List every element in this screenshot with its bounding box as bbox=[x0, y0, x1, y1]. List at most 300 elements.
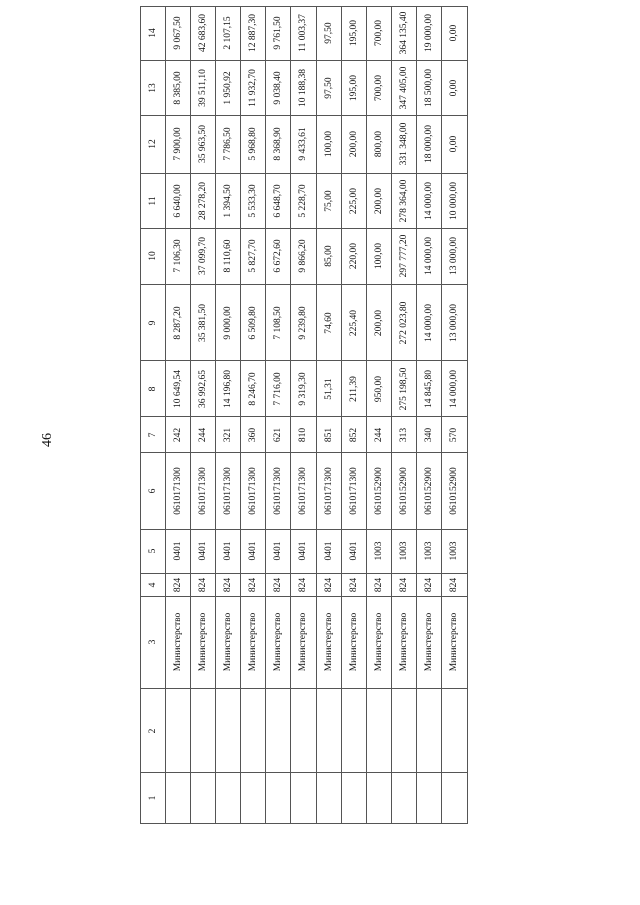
cell-text: 340 bbox=[423, 427, 434, 442]
table-cell bbox=[291, 689, 315, 773]
table-cell bbox=[166, 7, 190, 61]
cell-text: Министерство bbox=[298, 613, 309, 672]
cell-text: 10 bbox=[148, 251, 159, 262]
table-cell bbox=[241, 773, 265, 823]
cell-text: 0,00 bbox=[449, 79, 460, 97]
cell-text: 14 000,00 bbox=[423, 237, 434, 276]
cell-text: 6 672,60 bbox=[273, 239, 284, 274]
table-cell bbox=[166, 361, 190, 417]
table-cell bbox=[317, 174, 341, 230]
table-cell bbox=[317, 530, 341, 574]
table-cell bbox=[266, 574, 290, 597]
cell-text: Министерство bbox=[223, 613, 234, 672]
table-row bbox=[191, 7, 216, 823]
table-cell bbox=[317, 689, 341, 773]
cell-text: 195,00 bbox=[348, 20, 359, 47]
cell-text: 0,00 bbox=[449, 136, 460, 153]
cell-text: 297 777,20 bbox=[398, 235, 409, 278]
cell-text: 28 278,20 bbox=[198, 181, 209, 220]
table-cell bbox=[392, 229, 416, 285]
cell-text: 85,00 bbox=[323, 245, 334, 268]
table-cell bbox=[342, 574, 366, 597]
cell-text: 950,00 bbox=[373, 375, 384, 402]
cell-text: 9 239,80 bbox=[298, 305, 309, 340]
cell-text: 0401 bbox=[223, 541, 234, 561]
table-row bbox=[291, 7, 316, 823]
cell-text: 35 963,50 bbox=[198, 125, 209, 164]
table-cell bbox=[442, 597, 467, 689]
cell-text: 4 bbox=[148, 582, 159, 588]
table-cell bbox=[141, 597, 165, 689]
cell-text: 9 bbox=[148, 320, 159, 325]
table-cell bbox=[191, 7, 215, 61]
cell-text: 331 348,00 bbox=[398, 123, 409, 166]
cell-text: 14 000,00 bbox=[423, 181, 434, 220]
page-number: 46 bbox=[40, 433, 55, 447]
table-cell bbox=[417, 530, 441, 574]
table-header-row bbox=[141, 7, 166, 823]
table-cell bbox=[342, 116, 366, 173]
table-cell bbox=[216, 285, 240, 362]
table-cell bbox=[241, 61, 265, 117]
cell-text: 621 bbox=[273, 427, 284, 442]
table-cell bbox=[216, 7, 240, 61]
table-cell bbox=[141, 453, 165, 530]
cell-text: 824 bbox=[398, 577, 409, 593]
cell-text: 9 433,61 bbox=[298, 127, 309, 162]
table-cell bbox=[166, 689, 190, 773]
cell-text: 9 761,50 bbox=[273, 16, 284, 50]
table-cell bbox=[417, 229, 441, 285]
table-row bbox=[342, 7, 367, 823]
table-cell bbox=[392, 417, 416, 453]
table-cell bbox=[191, 116, 215, 173]
cell-text: 1 394,50 bbox=[223, 184, 234, 218]
table-cell bbox=[342, 229, 366, 285]
table-cell bbox=[166, 116, 190, 173]
table-cell bbox=[442, 174, 467, 230]
table-cell bbox=[141, 773, 165, 823]
cell-text: 5 533,30 bbox=[248, 184, 259, 218]
table-cell bbox=[141, 174, 165, 230]
cell-text: 0610171300 bbox=[323, 467, 334, 515]
cell-text: 13 bbox=[148, 83, 159, 93]
cell-text: 10 649,54 bbox=[173, 369, 184, 408]
cell-text: 200,00 bbox=[348, 131, 359, 158]
cell-text: 824 bbox=[423, 577, 434, 593]
table-cell bbox=[141, 574, 165, 597]
table-cell bbox=[417, 361, 441, 417]
cell-text: Министерство bbox=[398, 613, 409, 672]
table-cell bbox=[166, 285, 190, 362]
table-cell bbox=[417, 174, 441, 230]
cell-text: 800,00 bbox=[373, 131, 384, 158]
table-cell bbox=[317, 574, 341, 597]
table-cell bbox=[317, 116, 341, 173]
table-cell bbox=[417, 689, 441, 773]
table-cell bbox=[392, 174, 416, 230]
table-cell bbox=[191, 773, 215, 823]
cell-text: 10 000,00 bbox=[449, 181, 460, 220]
cell-text: 0610152900 bbox=[373, 467, 384, 515]
table-cell bbox=[367, 7, 391, 61]
table-cell bbox=[317, 417, 341, 453]
table-cell bbox=[141, 530, 165, 574]
cell-text: 700,00 bbox=[373, 74, 384, 101]
cell-text: 0610171300 bbox=[173, 467, 184, 515]
cell-text: 8 287,20 bbox=[173, 305, 184, 340]
table-cell bbox=[392, 7, 416, 61]
cell-text: 35 381,50 bbox=[198, 303, 209, 342]
table-cell bbox=[367, 597, 391, 689]
table-cell bbox=[417, 7, 441, 61]
cell-text: 1003 bbox=[373, 541, 384, 561]
cell-text: 570 bbox=[449, 427, 460, 442]
table-cell bbox=[266, 229, 290, 285]
cell-text: 8 385,00 bbox=[173, 71, 184, 105]
table-cell bbox=[216, 530, 240, 574]
table-cell bbox=[367, 453, 391, 530]
cell-text: Министерство bbox=[273, 613, 284, 672]
table-cell bbox=[166, 417, 190, 453]
cell-text: 5 228,70 bbox=[298, 184, 309, 218]
table-cell bbox=[442, 361, 467, 417]
table-cell bbox=[442, 453, 467, 530]
cell-text: 1003 bbox=[398, 541, 409, 561]
table-cell bbox=[317, 61, 341, 117]
table-cell bbox=[367, 689, 391, 773]
cell-text: 75,00 bbox=[323, 190, 334, 212]
table-cell bbox=[291, 574, 315, 597]
cell-text: 195,00 bbox=[348, 74, 359, 101]
cell-text: Министерство bbox=[173, 613, 184, 672]
table-cell bbox=[141, 61, 165, 117]
table-cell bbox=[216, 574, 240, 597]
table-cell bbox=[442, 417, 467, 453]
table-cell bbox=[392, 773, 416, 823]
table-cell bbox=[191, 61, 215, 117]
cell-text: 0610152900 bbox=[449, 467, 460, 515]
table-cell bbox=[417, 285, 441, 362]
cell-text: 275 198,50 bbox=[398, 367, 409, 410]
table-cell bbox=[442, 116, 467, 173]
cell-text: 9 319,30 bbox=[298, 372, 309, 406]
table-cell bbox=[216, 597, 240, 689]
table-cell bbox=[291, 116, 315, 173]
cell-text: Министерство bbox=[248, 613, 259, 672]
table-cell bbox=[317, 7, 341, 61]
table-cell bbox=[191, 361, 215, 417]
table-cell bbox=[442, 61, 467, 117]
cell-text: 13 000,00 bbox=[449, 237, 460, 276]
cell-text: 852 bbox=[348, 427, 359, 442]
table-cell bbox=[266, 773, 290, 823]
cell-text: 0401 bbox=[298, 541, 309, 561]
cell-text: 824 bbox=[449, 577, 460, 593]
cell-text: 10 188,38 bbox=[298, 68, 309, 107]
table-row bbox=[392, 7, 417, 823]
table-cell bbox=[342, 361, 366, 417]
table-cell bbox=[141, 7, 165, 61]
table-cell bbox=[417, 574, 441, 597]
cell-text: 6 bbox=[148, 488, 159, 494]
cell-text: 8 bbox=[148, 386, 159, 391]
cell-text: 244 bbox=[373, 427, 384, 442]
table-cell bbox=[367, 116, 391, 173]
cell-text: 100,00 bbox=[373, 243, 384, 270]
cell-text: 2 107,15 bbox=[223, 16, 234, 50]
table-cell bbox=[342, 597, 366, 689]
table-cell bbox=[392, 61, 416, 117]
cell-text: 8 368,90 bbox=[273, 127, 284, 162]
cell-text: 0610171300 bbox=[248, 467, 259, 515]
cell-text: 0610152900 bbox=[398, 467, 409, 515]
table-cell bbox=[417, 61, 441, 117]
table-cell bbox=[367, 229, 391, 285]
table-cell bbox=[291, 773, 315, 823]
cell-text: 9 067,50 bbox=[173, 16, 184, 50]
cell-text: 5 968,80 bbox=[248, 127, 259, 162]
table-cell bbox=[241, 174, 265, 230]
table-cell bbox=[417, 597, 441, 689]
table-cell bbox=[141, 229, 165, 285]
table-cell bbox=[191, 689, 215, 773]
cell-text: 5 827,70 bbox=[248, 239, 259, 274]
cell-text: 7 106,30 bbox=[173, 239, 184, 274]
cell-text: 0401 bbox=[248, 541, 259, 561]
table-row bbox=[166, 7, 191, 823]
table-cell bbox=[166, 597, 190, 689]
table-cell bbox=[266, 417, 290, 453]
cell-text: 0401 bbox=[323, 541, 334, 561]
table-cell bbox=[367, 174, 391, 230]
table-cell bbox=[241, 574, 265, 597]
cell-text: 5 bbox=[148, 549, 159, 554]
table-cell bbox=[417, 417, 441, 453]
table-cell bbox=[216, 229, 240, 285]
table-cell bbox=[266, 116, 290, 173]
table-cell bbox=[241, 285, 265, 362]
budget-table bbox=[140, 6, 468, 824]
cell-text: 0610171300 bbox=[223, 467, 234, 515]
table-row bbox=[442, 7, 467, 823]
table-cell bbox=[216, 116, 240, 173]
cell-text: 347 405,00 bbox=[398, 66, 409, 110]
table-cell bbox=[216, 61, 240, 117]
table-cell bbox=[291, 7, 315, 61]
table-cell bbox=[141, 689, 165, 773]
table-cell bbox=[191, 530, 215, 574]
cell-text: Министерство bbox=[348, 613, 359, 672]
table-cell bbox=[392, 453, 416, 530]
cell-text: 364 135,40 bbox=[398, 11, 409, 55]
cell-text: 200,00 bbox=[373, 187, 384, 214]
table-cell bbox=[216, 417, 240, 453]
cell-text: 313 bbox=[398, 427, 409, 442]
table-cell bbox=[367, 530, 391, 574]
table-cell bbox=[191, 453, 215, 530]
table-cell bbox=[266, 453, 290, 530]
cell-text: 824 bbox=[348, 577, 359, 593]
cell-text: 14 bbox=[148, 28, 159, 39]
table-cell bbox=[166, 574, 190, 597]
table-cell bbox=[291, 597, 315, 689]
table-cell bbox=[166, 773, 190, 823]
cell-text: 810 bbox=[298, 427, 309, 442]
table-cell bbox=[241, 7, 265, 61]
table-cell bbox=[317, 597, 341, 689]
cell-text: 11 bbox=[148, 196, 159, 206]
table-cell bbox=[442, 574, 467, 597]
cell-text: 278 364,00 bbox=[398, 179, 409, 223]
table-cell bbox=[367, 61, 391, 117]
table-cell bbox=[291, 417, 315, 453]
cell-text: 14 000,00 bbox=[449, 369, 460, 408]
table-cell bbox=[241, 417, 265, 453]
table-cell bbox=[216, 361, 240, 417]
table-cell bbox=[342, 530, 366, 574]
table-cell bbox=[241, 689, 265, 773]
cell-text: Министерство bbox=[323, 613, 334, 672]
table-cell bbox=[442, 229, 467, 285]
table-cell bbox=[266, 597, 290, 689]
table-cell bbox=[166, 229, 190, 285]
cell-text: 74,60 bbox=[323, 311, 334, 334]
table-cell bbox=[191, 597, 215, 689]
cell-text: 0610171300 bbox=[298, 467, 309, 515]
cell-text: 9 866,20 bbox=[298, 239, 309, 274]
cell-text: 0610171300 bbox=[273, 467, 284, 515]
table-cell bbox=[342, 453, 366, 530]
table-cell bbox=[266, 61, 290, 117]
table-cell bbox=[191, 229, 215, 285]
table-cell bbox=[241, 361, 265, 417]
cell-text: 14 196,80 bbox=[223, 369, 234, 408]
cell-text: 0401 bbox=[348, 541, 359, 561]
table-cell bbox=[141, 116, 165, 173]
cell-text: 7 900,00 bbox=[173, 127, 184, 162]
table-cell bbox=[392, 361, 416, 417]
cell-text: 242 bbox=[173, 427, 184, 442]
cell-text: 211,39 bbox=[348, 375, 359, 402]
cell-text: 14 845,80 bbox=[423, 369, 434, 408]
cell-text: 220,00 bbox=[348, 243, 359, 270]
table-cell bbox=[266, 174, 290, 230]
table-cell bbox=[291, 285, 315, 362]
table-cell bbox=[266, 7, 290, 61]
table-cell bbox=[317, 229, 341, 285]
cell-text: 225,00 bbox=[348, 187, 359, 214]
table-cell bbox=[191, 574, 215, 597]
cell-text: 9 000,00 bbox=[223, 305, 234, 340]
table-cell bbox=[367, 574, 391, 597]
table-cell bbox=[317, 453, 341, 530]
table-cell bbox=[367, 773, 391, 823]
table-cell bbox=[166, 174, 190, 230]
cell-text: 824 bbox=[223, 577, 234, 593]
cell-text: 0401 bbox=[273, 541, 284, 561]
table-cell bbox=[342, 7, 366, 61]
table-cell bbox=[442, 689, 467, 773]
table-cell bbox=[291, 361, 315, 417]
cell-text: 19 000,00 bbox=[423, 14, 434, 53]
table-cell bbox=[266, 689, 290, 773]
cell-text: 244 bbox=[198, 427, 209, 442]
cell-text: 272 023,80 bbox=[398, 301, 409, 344]
cell-text: Министерство bbox=[373, 613, 384, 672]
table-cell bbox=[417, 773, 441, 823]
cell-text: 7 108,50 bbox=[273, 305, 284, 340]
cell-text: 100,00 bbox=[323, 131, 334, 158]
cell-text: 51,31 bbox=[323, 377, 334, 400]
cell-text: 824 bbox=[173, 577, 184, 593]
cell-text: 1 bbox=[148, 795, 159, 801]
table-cell bbox=[291, 453, 315, 530]
cell-text: 7 786,50 bbox=[223, 127, 234, 162]
cell-text: 824 bbox=[273, 577, 284, 593]
cell-text: 13 000,00 bbox=[449, 303, 460, 342]
cell-text: 1 950,92 bbox=[223, 71, 234, 105]
cell-text: 7 716,00 bbox=[273, 372, 284, 406]
cell-text: 0610171300 bbox=[198, 467, 209, 515]
table-cell bbox=[266, 285, 290, 362]
cell-text: 6 509,80 bbox=[248, 305, 259, 340]
cell-text: 6 648,70 bbox=[273, 184, 284, 218]
table-cell bbox=[216, 174, 240, 230]
cell-text: Министерство bbox=[449, 613, 460, 672]
table-cell bbox=[241, 116, 265, 173]
table-cell bbox=[266, 361, 290, 417]
table-cell bbox=[342, 417, 366, 453]
cell-text: 225,40 bbox=[348, 309, 359, 336]
table-cell bbox=[216, 453, 240, 530]
table-cell bbox=[241, 453, 265, 530]
cell-text: 12 887,30 bbox=[248, 14, 259, 53]
cell-text: 0401 bbox=[198, 541, 209, 561]
cell-text: 700,00 bbox=[373, 20, 384, 47]
table-cell bbox=[392, 574, 416, 597]
table-cell bbox=[392, 116, 416, 173]
cell-text: 824 bbox=[198, 577, 209, 593]
cell-text: 9 038,40 bbox=[273, 71, 284, 105]
table-cell bbox=[342, 689, 366, 773]
table-cell bbox=[291, 174, 315, 230]
table-cell bbox=[367, 285, 391, 362]
table-cell bbox=[141, 285, 165, 362]
cell-text: 2 bbox=[148, 728, 159, 733]
cell-text: 824 bbox=[373, 577, 384, 593]
cell-text: 824 bbox=[323, 577, 334, 593]
table-row bbox=[216, 7, 241, 823]
table-cell bbox=[417, 453, 441, 530]
table-cell bbox=[342, 61, 366, 117]
table-cell bbox=[342, 285, 366, 362]
cell-text: 824 bbox=[298, 577, 309, 593]
cell-text: 1003 bbox=[423, 541, 434, 561]
table-cell bbox=[241, 530, 265, 574]
table-cell bbox=[442, 285, 467, 362]
cell-text: 97,50 bbox=[323, 22, 334, 44]
cell-text: 0610152900 bbox=[423, 467, 434, 515]
table-cell bbox=[317, 361, 341, 417]
table-cell bbox=[141, 417, 165, 453]
cell-text: 37 099,70 bbox=[198, 237, 209, 276]
table-cell bbox=[442, 7, 467, 61]
cell-text: 321 bbox=[223, 427, 234, 442]
table-cell bbox=[166, 61, 190, 117]
cell-text: 360 bbox=[248, 427, 259, 442]
cell-text: 8 110,60 bbox=[223, 240, 234, 273]
